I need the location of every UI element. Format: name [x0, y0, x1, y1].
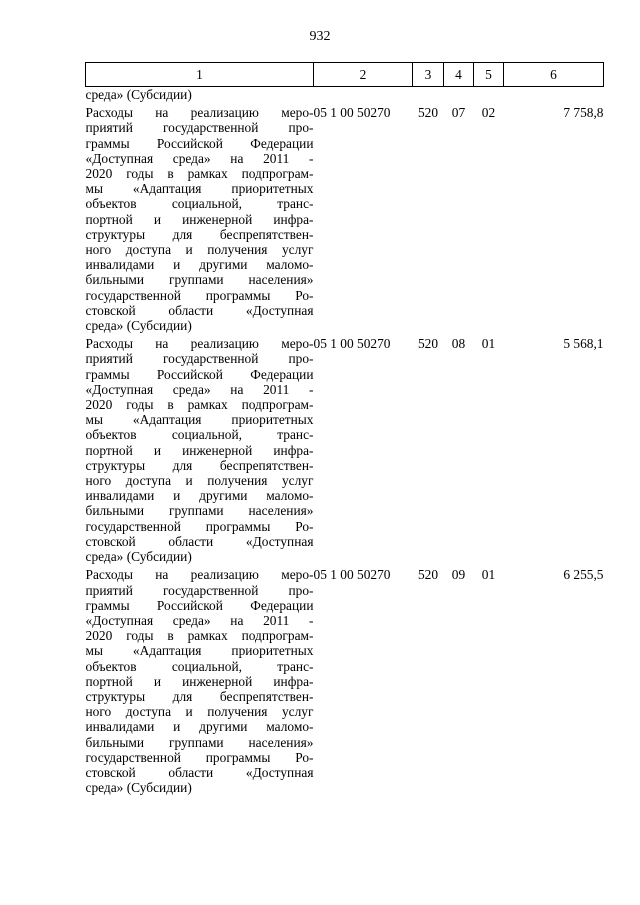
- description-line: 2020 годы в рамках подпрограм-: [85, 397, 314, 413]
- description-line: бильными группами населения»: [85, 734, 314, 750]
- description-line: портной и инженерной инфра-: [85, 211, 314, 227]
- description-line: стовской области «Доступная: [85, 302, 314, 318]
- column-header-1: 1: [86, 63, 314, 87]
- description-line: среда» (Субсидии): [85, 780, 192, 796]
- description-line: среда» (Субсидии): [85, 318, 192, 334]
- description-line: 2020 годы в рамках подпрограм-: [85, 166, 314, 182]
- subsection-code: 02: [481, 105, 496, 121]
- description-line: ного доступа и получения услуг: [85, 473, 314, 489]
- table-row: [86, 105, 604, 336]
- description-line: Расходы на реализацию меро-: [85, 336, 314, 352]
- description-line: Расходы на реализацию меро-: [85, 105, 314, 121]
- description-line: граммы Российской Федерации: [85, 135, 314, 151]
- description-line: стовской области «Доступная: [85, 533, 314, 549]
- description-line: инвалидами и другими маломо-: [85, 488, 314, 504]
- row-description: [86, 105, 314, 336]
- description-line: структуры для беспрепятствен-: [85, 457, 314, 473]
- amount-value: 5 568,1: [563, 336, 604, 352]
- page-number: 932: [309, 29, 331, 44]
- description-line: объектов социальной, транс-: [85, 196, 314, 212]
- row-description: [86, 336, 314, 567]
- description-line: объектов социальной, транс-: [85, 427, 314, 443]
- description-line: стовской области «Доступная: [85, 764, 314, 780]
- subsection-code: 01: [481, 336, 496, 352]
- row-description: [86, 567, 314, 798]
- description-line: Расходы на реализацию меро-: [85, 567, 314, 583]
- column-header-4: 4: [444, 63, 474, 87]
- budget-table: [85, 62, 604, 798]
- description-line: бильными группами населения»: [85, 272, 314, 288]
- amount-value: 6 255,5: [563, 567, 604, 583]
- description-line: государственной программы Ро-: [85, 287, 314, 303]
- continuation-text: среда» (Субсидии): [85, 87, 192, 102]
- description-line: приятий государственной про-: [85, 351, 314, 367]
- description-line: инвалидами и другими маломо-: [85, 719, 314, 735]
- description-line: государственной программы Ро-: [85, 518, 314, 534]
- description-line: ного доступа и получения услуг: [85, 242, 314, 258]
- table-header-row: [86, 63, 604, 87]
- description-line: мы «Адаптация приоритетных: [85, 412, 314, 428]
- description-line: граммы Российской Федерации: [85, 597, 314, 613]
- continuation-row: [86, 87, 604, 106]
- section-code: 07: [451, 105, 466, 121]
- description-line: портной и инженерной инфра-: [85, 442, 314, 458]
- column-header-3: 3: [413, 63, 444, 87]
- column-header-6: 6: [504, 63, 604, 87]
- description-line: мы «Адаптация приоритетных: [85, 181, 314, 197]
- table-row: [86, 336, 604, 567]
- description-line: объектов социальной, транс-: [85, 658, 314, 674]
- subsection-code: 01: [481, 567, 496, 583]
- expense-type-code: 520: [417, 336, 439, 352]
- column-header-2: 2: [314, 63, 413, 87]
- description-line: ного доступа и получения услуг: [85, 704, 314, 720]
- target-article-code: 05 1 00 50270: [313, 105, 391, 121]
- description-line: среда» (Субсидии): [85, 549, 192, 565]
- amount-value: 7 758,8: [563, 105, 604, 121]
- description-line: структуры для беспрепятствен-: [85, 226, 314, 242]
- description-line: «Доступная среда» на 2011 -: [85, 150, 314, 166]
- description-line: мы «Адаптация приоритетных: [85, 643, 314, 659]
- expense-type-code: 520: [417, 567, 439, 583]
- column-header-5: 5: [474, 63, 504, 87]
- description-line: государственной программы Ро-: [85, 749, 314, 765]
- description-line: «Доступная среда» на 2011 -: [85, 612, 314, 628]
- description-line: инвалидами и другими маломо-: [85, 257, 314, 273]
- description-line: «Доступная среда» на 2011 -: [85, 381, 314, 397]
- expense-type-code: 520: [417, 105, 439, 121]
- target-article-code: 05 1 00 50270: [313, 336, 391, 352]
- description-line: бильными группами населения»: [85, 503, 314, 519]
- target-article-code: 05 1 00 50270: [313, 567, 391, 583]
- description-line: 2020 годы в рамках подпрограм-: [85, 628, 314, 644]
- description-line: портной и инженерной инфра-: [85, 673, 314, 689]
- description-line: приятий государственной про-: [85, 582, 314, 598]
- section-code: 08: [451, 336, 466, 352]
- table-row: [86, 567, 604, 798]
- description-line: приятий государственной про-: [85, 120, 314, 136]
- section-code: 09: [451, 567, 466, 583]
- description-line: граммы Российской Федерации: [85, 366, 314, 382]
- description-line: структуры для беспрепятствен-: [85, 688, 314, 704]
